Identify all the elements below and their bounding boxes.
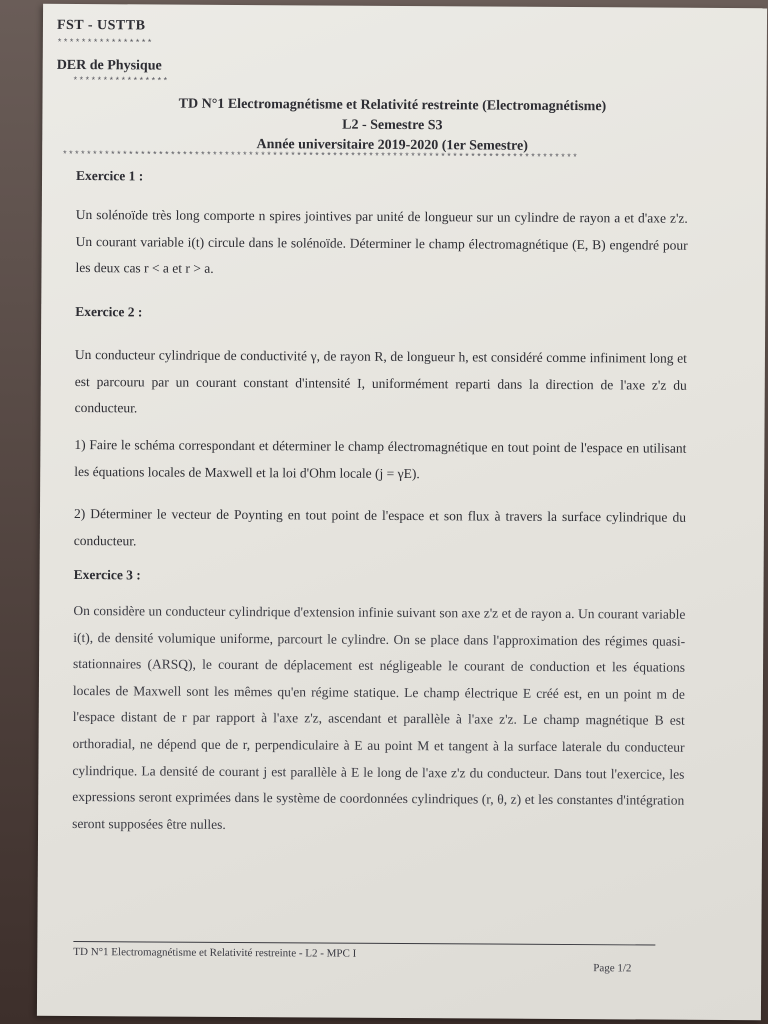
exercise-2-question-1: 1) Faire le schéma correspondant et déterminer le champ électromagnétique en tout point de l'espace en utilisant les équations locales de Maxwell et la loi d'Ohm locale (j = γE). xyxy=(74,436,687,481)
footer-course-label: TD N°1 Electromagnétisme et Relativité restreinte - L2 - MPC I xyxy=(73,946,357,960)
institution-name: FST - USTTB xyxy=(56,17,146,34)
department-name: DER de Physique xyxy=(56,57,162,74)
exercise-1-title: Exercice 1 : xyxy=(76,168,144,184)
separator-stars-long: ************************************************************************************** xyxy=(62,149,579,164)
document-title xyxy=(82,94,702,158)
exercise-3-title: Exercice 3 : xyxy=(73,566,141,583)
separator-stars: **************** xyxy=(72,75,169,87)
exercise-2-question-2: 2) Déterminer le vecteur de Poynting en tout point de l'espace et son flux à travers la surface cylindrique du conducteur. xyxy=(73,505,687,548)
title-line-course: TD N°1 Electromagnétisme et Relativité restreinte (Electromagnétisme) xyxy=(178,96,607,115)
exercise-2-title: Exercice 2 : xyxy=(75,304,143,320)
exercise-1-text: Un solénoïde très long comporte n spires jointives par unité de longueur sur un cylindre de rayon a et d'axe z'z. Un courant variable i(t) circule dans le solénoïde. Déterminer le champ électromagnétique (E, B) engendré pour les deux cas r < a et r > a. xyxy=(75,207,688,276)
title-line-year: Année universitaire 2019-2020 (1er Semestre) xyxy=(256,137,528,154)
document-page xyxy=(37,4,767,1020)
exercise-3-text: On considère un conducteur cylindrique d'extension infinie suivant son axe z'z et de rayon a. Un courant variable i(t), de densité volumique uniforme, parcourt le cylindre. On se place dans l'approximation des régimes quasi-stationnaires (ARSQ), le courant de déplacement est négligeable le courant de conduction et les équations locales de Maxwell sont les mêmes qu'en régime statique. Le champ électrique E créé est, en un point m de l'espace distant de r par rapport à l'axe z'z, ascendant et parallèle à l'axe z'z. Le champ magnétique B est orthoradial, ne dépend que de r, perpendiculaire à E au point M et tangent à la surface laterale du conducteur cylindrique. La densité de courant j est parallèle à E le long de l'axe z'z du conducteur. Dans tout l'exercice, les expressions seront exprimées dans le système de coordonnées cylindriques (r, θ, z) et les constantes d'intégration seront supposées être nulles. xyxy=(72,602,686,832)
footer-divider xyxy=(73,941,655,946)
exercise-2-text: Un conducteur cylindrique de conductivité γ, de rayon R, de longueur h, est considéré comme infiniment long et est parcouru par un courant constant d'intensité I, uniformément reparti dans la direction de l'axe z'z du conducteur. xyxy=(74,346,687,416)
separator-stars: **************** xyxy=(56,37,153,49)
page-number: Page 1/2 xyxy=(593,962,632,975)
title-line-level: L2 - Semestre S3 xyxy=(342,117,443,134)
